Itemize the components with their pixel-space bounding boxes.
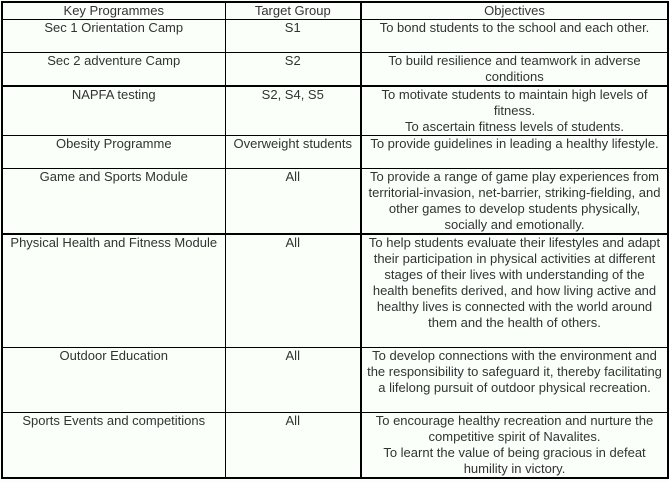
objectives-cell [361, 169, 668, 235]
programmes-table [1, 1, 669, 479]
objective-text: To encourage healthy recreation and nurture the competitive spirit of Navalites. [375, 412, 654, 444]
objectives-cell [361, 86, 668, 136]
header-key-programmes: Key Programmes [2, 2, 225, 20]
objective-text: To bond students to the school and each other. [379, 20, 650, 35]
programme-cell: Game and Sports Module [2, 169, 225, 235]
target-group-cell: All [225, 412, 361, 478]
objectives-cell [361, 234, 668, 347]
table-row [2, 136, 668, 169]
header-target-group: Target Group [225, 2, 361, 20]
target-group-cell: All [225, 169, 361, 235]
objectives-cell [361, 136, 668, 169]
table-row [2, 20, 668, 53]
target-group-cell: S2 [225, 53, 361, 87]
programme-cell: Sports Events and competitions [2, 412, 225, 478]
objectives-cell [361, 53, 668, 87]
programme-cell: Sec 1 Orientation Camp [2, 20, 225, 53]
programme-cell: Sec 2 adventure Camp [2, 53, 225, 87]
header-row [2, 2, 668, 20]
programme-cell: Physical Health and Fitness Module [2, 234, 225, 347]
target-group-cell: All [225, 234, 361, 347]
table-row [2, 53, 668, 87]
programme-cell: Outdoor Education [2, 347, 225, 412]
objective-text: To provide a range of game play experiences from territorial-invasion, net-barrier, striking-fielding, and other games to develop students physically, socially and emotionally. [368, 169, 661, 232]
objective-text: To provide guidelines in leading a healthy lifestyle. [370, 136, 659, 151]
objectives-cell [361, 347, 668, 412]
target-group-cell: All [225, 347, 361, 412]
header-objectives: Objectives [361, 2, 668, 20]
objective-text: To help students evaluate their lifestyles and adapt their participation in physical activities at different stages of their lives with understanding of the health benefits derived, and how living active and healthy lives is connected with the world around them and the health of others. [368, 235, 661, 330]
objective-text: To motivate students to maintain high levels of fitness. [381, 87, 648, 118]
objectives-cell [361, 20, 668, 53]
table-row [2, 412, 668, 478]
objective-text: To develop connections with the environment and the responsibility to safeguard it, thereby facilitating a lifelong pursuit of outdoor physical recreation. [367, 347, 662, 395]
target-group-cell: Overweight students [225, 136, 361, 169]
objectives-cell [361, 412, 668, 478]
table-row [2, 347, 668, 412]
objective-text: To build resilience and teamwork in adverse conditions [388, 53, 641, 84]
objective-text: To ascertain fitness levels of students. [405, 119, 624, 134]
target-group-cell: S2, S4, S5 [225, 86, 361, 136]
table-row [2, 169, 668, 235]
target-group-cell: S1 [225, 20, 361, 53]
table-row [2, 86, 668, 136]
table-row [2, 234, 668, 347]
objective-text: To learnt the value of being gracious in defeat humility in victory. [383, 444, 646, 476]
programme-cell: NAPFA testing [2, 86, 225, 136]
programme-cell: Obesity Programme [2, 136, 225, 169]
